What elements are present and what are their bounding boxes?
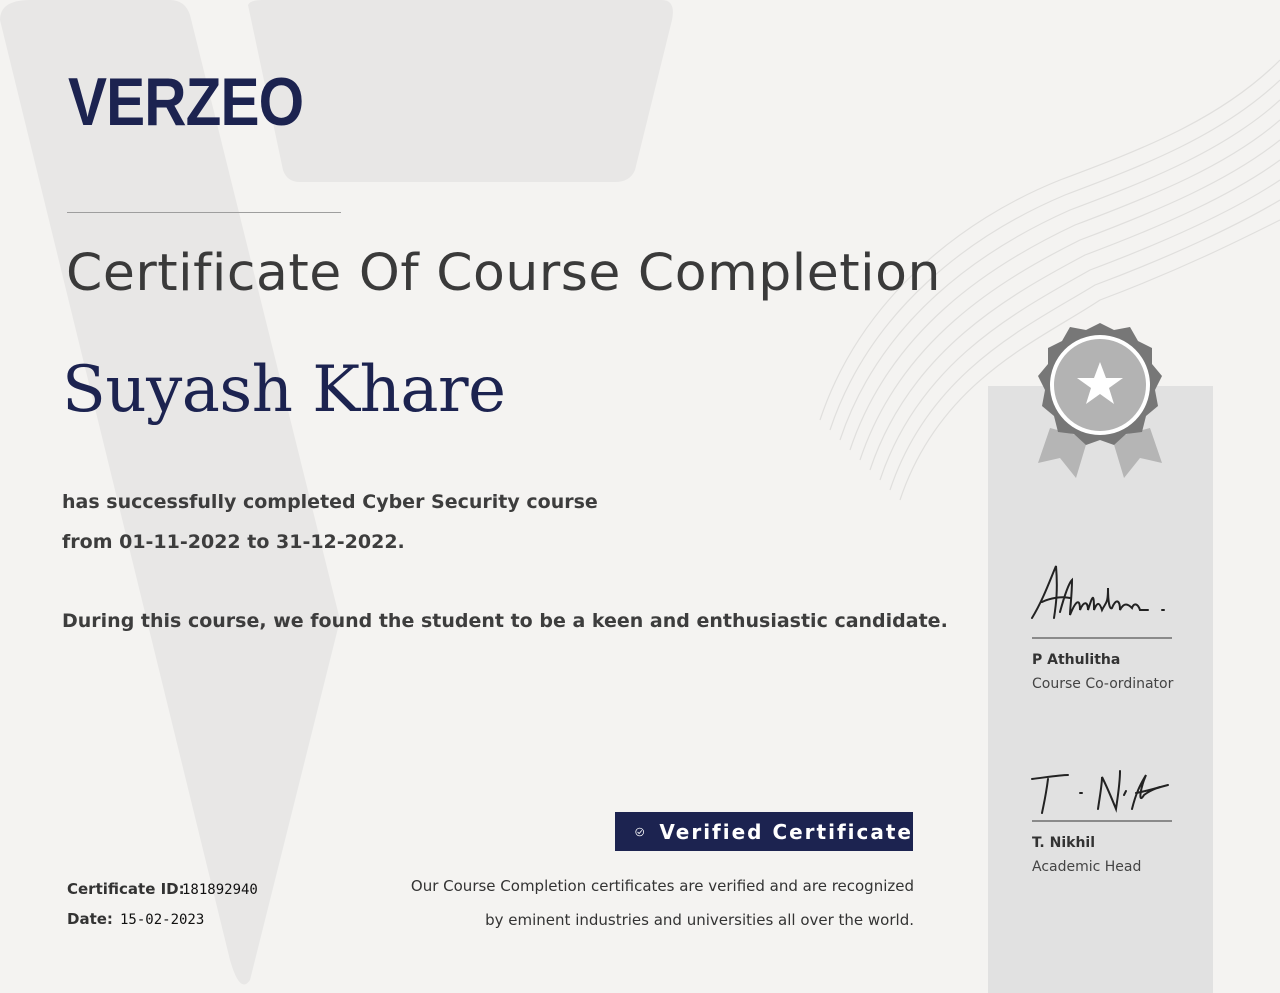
signature-nikhil <box>1028 765 1173 820</box>
signature-athulitha <box>1028 560 1173 630</box>
title-divider <box>67 212 341 213</box>
verified-certificate-badge <box>615 812 913 851</box>
signatory-role-2: Academic Head <box>1032 859 1142 875</box>
certificate-id-value: 181892940 <box>182 882 258 898</box>
date-label: Date: <box>67 910 113 928</box>
signature-line-2 <box>1032 820 1172 822</box>
verified-label: Verified Certificate <box>659 819 913 844</box>
signature-line-1 <box>1032 637 1172 639</box>
date-range-line: from 01-11-2022 to 31-12-2022. <box>62 531 405 553</box>
completion-line: has successfully completed Cyber Security course <box>62 491 598 513</box>
date-value: 15-02-2023 <box>120 912 205 928</box>
recipient-name: Suyash Khare <box>62 353 506 427</box>
certificate-title: Certificate Of Course Completion <box>66 244 941 303</box>
verzeo-logo: VERZEO <box>68 64 304 140</box>
check-circle-icon <box>635 820 644 844</box>
certificate-id-label: Certificate ID: <box>67 880 185 898</box>
star-medal-icon <box>1030 318 1170 488</box>
recognition-note-line-1: Our Course Completion certificates are verified and are recognized <box>410 877 914 895</box>
remark-line: During this course, we found the student to be a keen and enthusiastic candidate. <box>62 610 948 632</box>
signatory-role-1: Course Co-ordinator <box>1032 676 1174 692</box>
signatory-name-1: P Athulitha <box>1032 652 1121 668</box>
recognition-note-line-2: by eminent industries and universities all over the world. <box>485 911 914 929</box>
signatory-name-2: T. Nikhil <box>1032 835 1096 851</box>
